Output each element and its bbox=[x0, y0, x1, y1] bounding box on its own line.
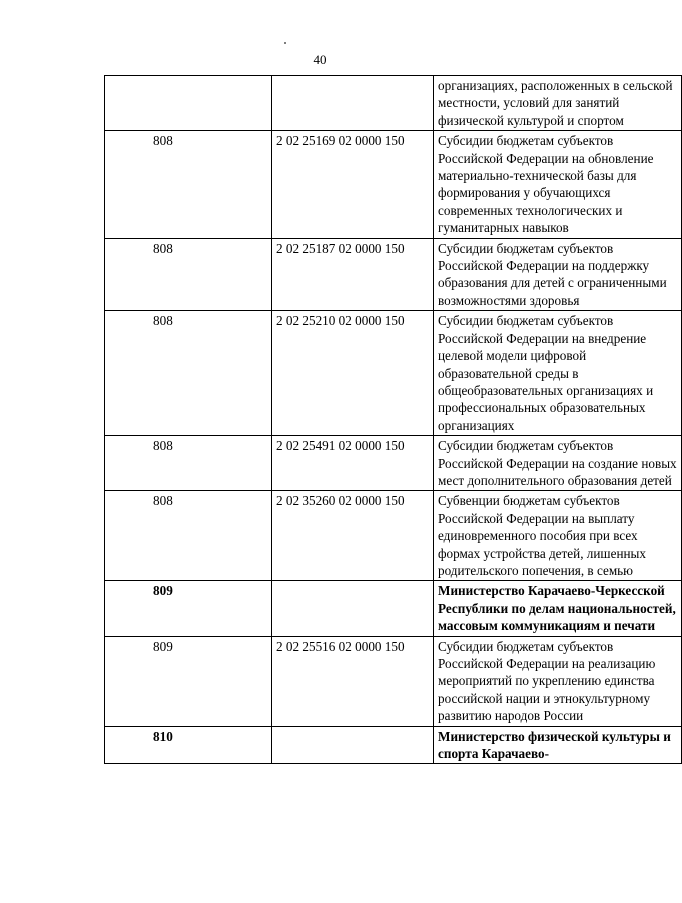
table-row bbox=[105, 436, 682, 491]
admin-code-cell: 810 bbox=[105, 726, 272, 764]
income-name-cell: Субвенции бюджетам субъектов Российской Федерации на выплату единовременного пособия при всех формах устройства детей, лишенных родительского попечения, в семью bbox=[434, 491, 682, 581]
table-row bbox=[105, 131, 682, 238]
admin-code-cell: 809 bbox=[105, 636, 272, 726]
income-code-cell bbox=[272, 726, 434, 764]
ministry-name-cell: Министерство Карачаево-Черкесской Республики по делам национальностей, массовым коммуникациям и печати bbox=[434, 581, 682, 636]
income-name-cell: организациях, расположенных в сельской местности, условий для занятий физической культурой и спортом bbox=[434, 76, 682, 131]
table-row bbox=[105, 311, 682, 436]
income-name-cell: Субсидии бюджетам субъектов Российской Федерации на создание новых мест дополнительного образования детей bbox=[434, 436, 682, 491]
table-row-ministry bbox=[105, 581, 682, 636]
income-name-cell: Субсидии бюджетам субъектов Российской Федерации на поддержку образования для детей с ограниченными возможностями здоровья bbox=[434, 238, 682, 311]
income-name-cell: Субсидии бюджетам субъектов Российской Федерации на обновление материально-технической базы для формирования у обучающихся современных технологических и гуманитарных навыков bbox=[434, 131, 682, 238]
table-row bbox=[105, 491, 682, 581]
admin-code-cell bbox=[105, 76, 272, 131]
budget-classification-table bbox=[104, 75, 682, 764]
admin-code-cell: 808 bbox=[105, 131, 272, 238]
income-code-cell: 2 02 25491 02 0000 150 bbox=[272, 436, 434, 491]
income-code-cell: 2 02 25516 02 0000 150 bbox=[272, 636, 434, 726]
table-row bbox=[105, 76, 682, 131]
income-name-cell: Субсидии бюджетам субъектов Российской Федерации на внедрение целевой модели цифровой образовательной среды в общеобразовательных организациях и профессиональных образовательных организациях bbox=[434, 311, 682, 436]
table-row-ministry bbox=[105, 726, 682, 764]
table-row bbox=[105, 238, 682, 311]
income-code-cell bbox=[272, 581, 434, 636]
page-number: 40 bbox=[313, 52, 327, 67]
income-code-cell: 2 02 25187 02 0000 150 bbox=[272, 238, 434, 311]
income-name-cell: Субсидии бюджетам субъектов Российской Федерации на реализацию мероприятий по укреплению единства российской нации и этнокультурному развитию народов России bbox=[434, 636, 682, 726]
scan-speck bbox=[284, 42, 286, 44]
admin-code-cell: 809 bbox=[105, 581, 272, 636]
income-code-cell: 2 02 35260 02 0000 150 bbox=[272, 491, 434, 581]
income-code-cell: 2 02 25210 02 0000 150 bbox=[272, 311, 434, 436]
income-code-cell: 2 02 25169 02 0000 150 bbox=[272, 131, 434, 238]
table-body bbox=[105, 76, 682, 764]
table-row bbox=[105, 636, 682, 726]
admin-code-cell: 808 bbox=[105, 491, 272, 581]
admin-code-cell: 808 bbox=[105, 311, 272, 436]
income-code-cell bbox=[272, 76, 434, 131]
ministry-name-cell: Министерство физической культуры и спорта Карачаево- bbox=[434, 726, 682, 764]
admin-code-cell: 808 bbox=[105, 436, 272, 491]
admin-code-cell: 808 bbox=[105, 238, 272, 311]
